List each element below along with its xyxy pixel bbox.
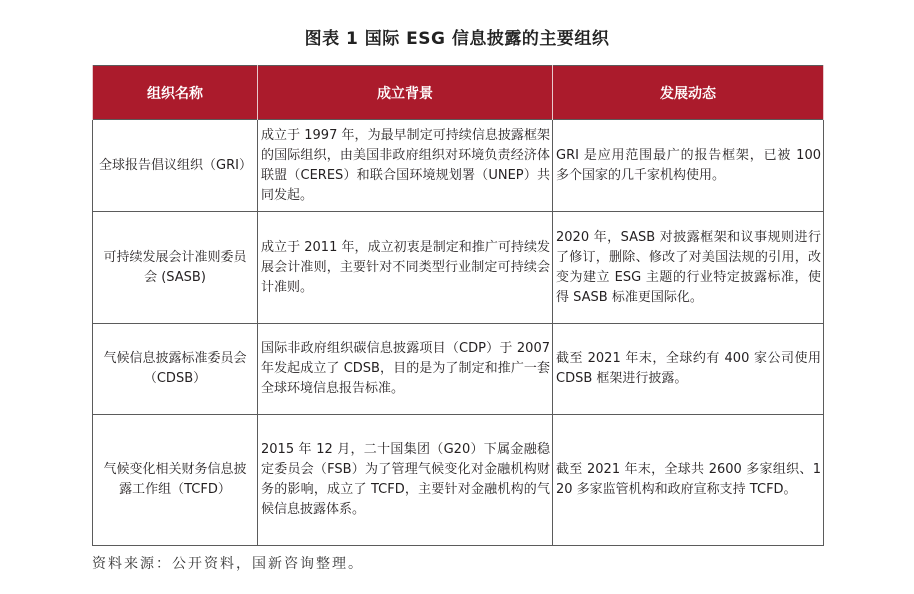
background-cell: 2015 年 12 月，二十国集团（G20）下属金融稳定委员会（FSB）为了管理气候变化对金融机构财务的影响，成立了 TCFD，主要针对金融机构的气候信息披露体系。	[258, 415, 553, 546]
table-header-row	[93, 66, 824, 120]
background-cell: 国际非政府组织碳信息披露项目（CDP）于 2007 年发起成立了 CDSB，目的是为了制定和推广一套全球环境信息报告标准。	[258, 324, 553, 415]
source-note: 资料来源：公开资料，国新咨询整理。	[92, 556, 364, 572]
figure-title: 图表 1 国际 ESG 信息披露的主要组织	[304, 29, 610, 49]
development-cell: 截至 2021 年末，全球约有 400 家公司使用 CDSB 框架进行披露。	[553, 324, 824, 415]
background-cell: 成立于 2011 年，成立初衷是制定和推广可持续发展会计准则，主要针对不同类型行业制定可持续会计准则。	[258, 212, 553, 324]
org-name-cell: 全球报告倡议组织（GRI）	[93, 120, 258, 212]
header-background: 成立背景	[258, 66, 553, 120]
table-row	[93, 324, 824, 415]
org-name-cell: 气候变化相关财务信息披露工作组（TCFD）	[93, 415, 258, 546]
table-row	[93, 212, 824, 324]
development-cell: GRI 是应用范围最广的报告框架，已被 100 多个国家的几千家机构使用。	[553, 120, 824, 212]
table-row	[93, 120, 824, 212]
header-org-name: 组织名称	[93, 66, 258, 120]
org-name-cell: 可持续发展会计准则委员会 (SASB)	[93, 212, 258, 324]
background-cell: 成立于 1997 年，为最早制定可持续信息披露框架的国际组织，由美国非政府组织对环境负责经济体联盟（CERES）和联合国环境规划署（UNEP）共同发起。	[258, 120, 553, 212]
esg-organizations-table	[92, 65, 824, 546]
development-cell: 2020 年，SASB 对披露框架和议事规则进行了修订，删除、修改了对美国法规的引用，改变为建立 ESG 主题的行业特定披露标准，使得 SASB 标准更国际化。	[553, 212, 824, 324]
header-development: 发展动态	[553, 66, 824, 120]
org-name-cell: 气候信息披露标准委员会（CDSB）	[93, 324, 258, 415]
development-cell: 截至 2021 年末，全球共 2600 多家组织、120 多家监管机构和政府宣称支持 TCFD。	[553, 415, 824, 546]
table-row	[93, 415, 824, 546]
